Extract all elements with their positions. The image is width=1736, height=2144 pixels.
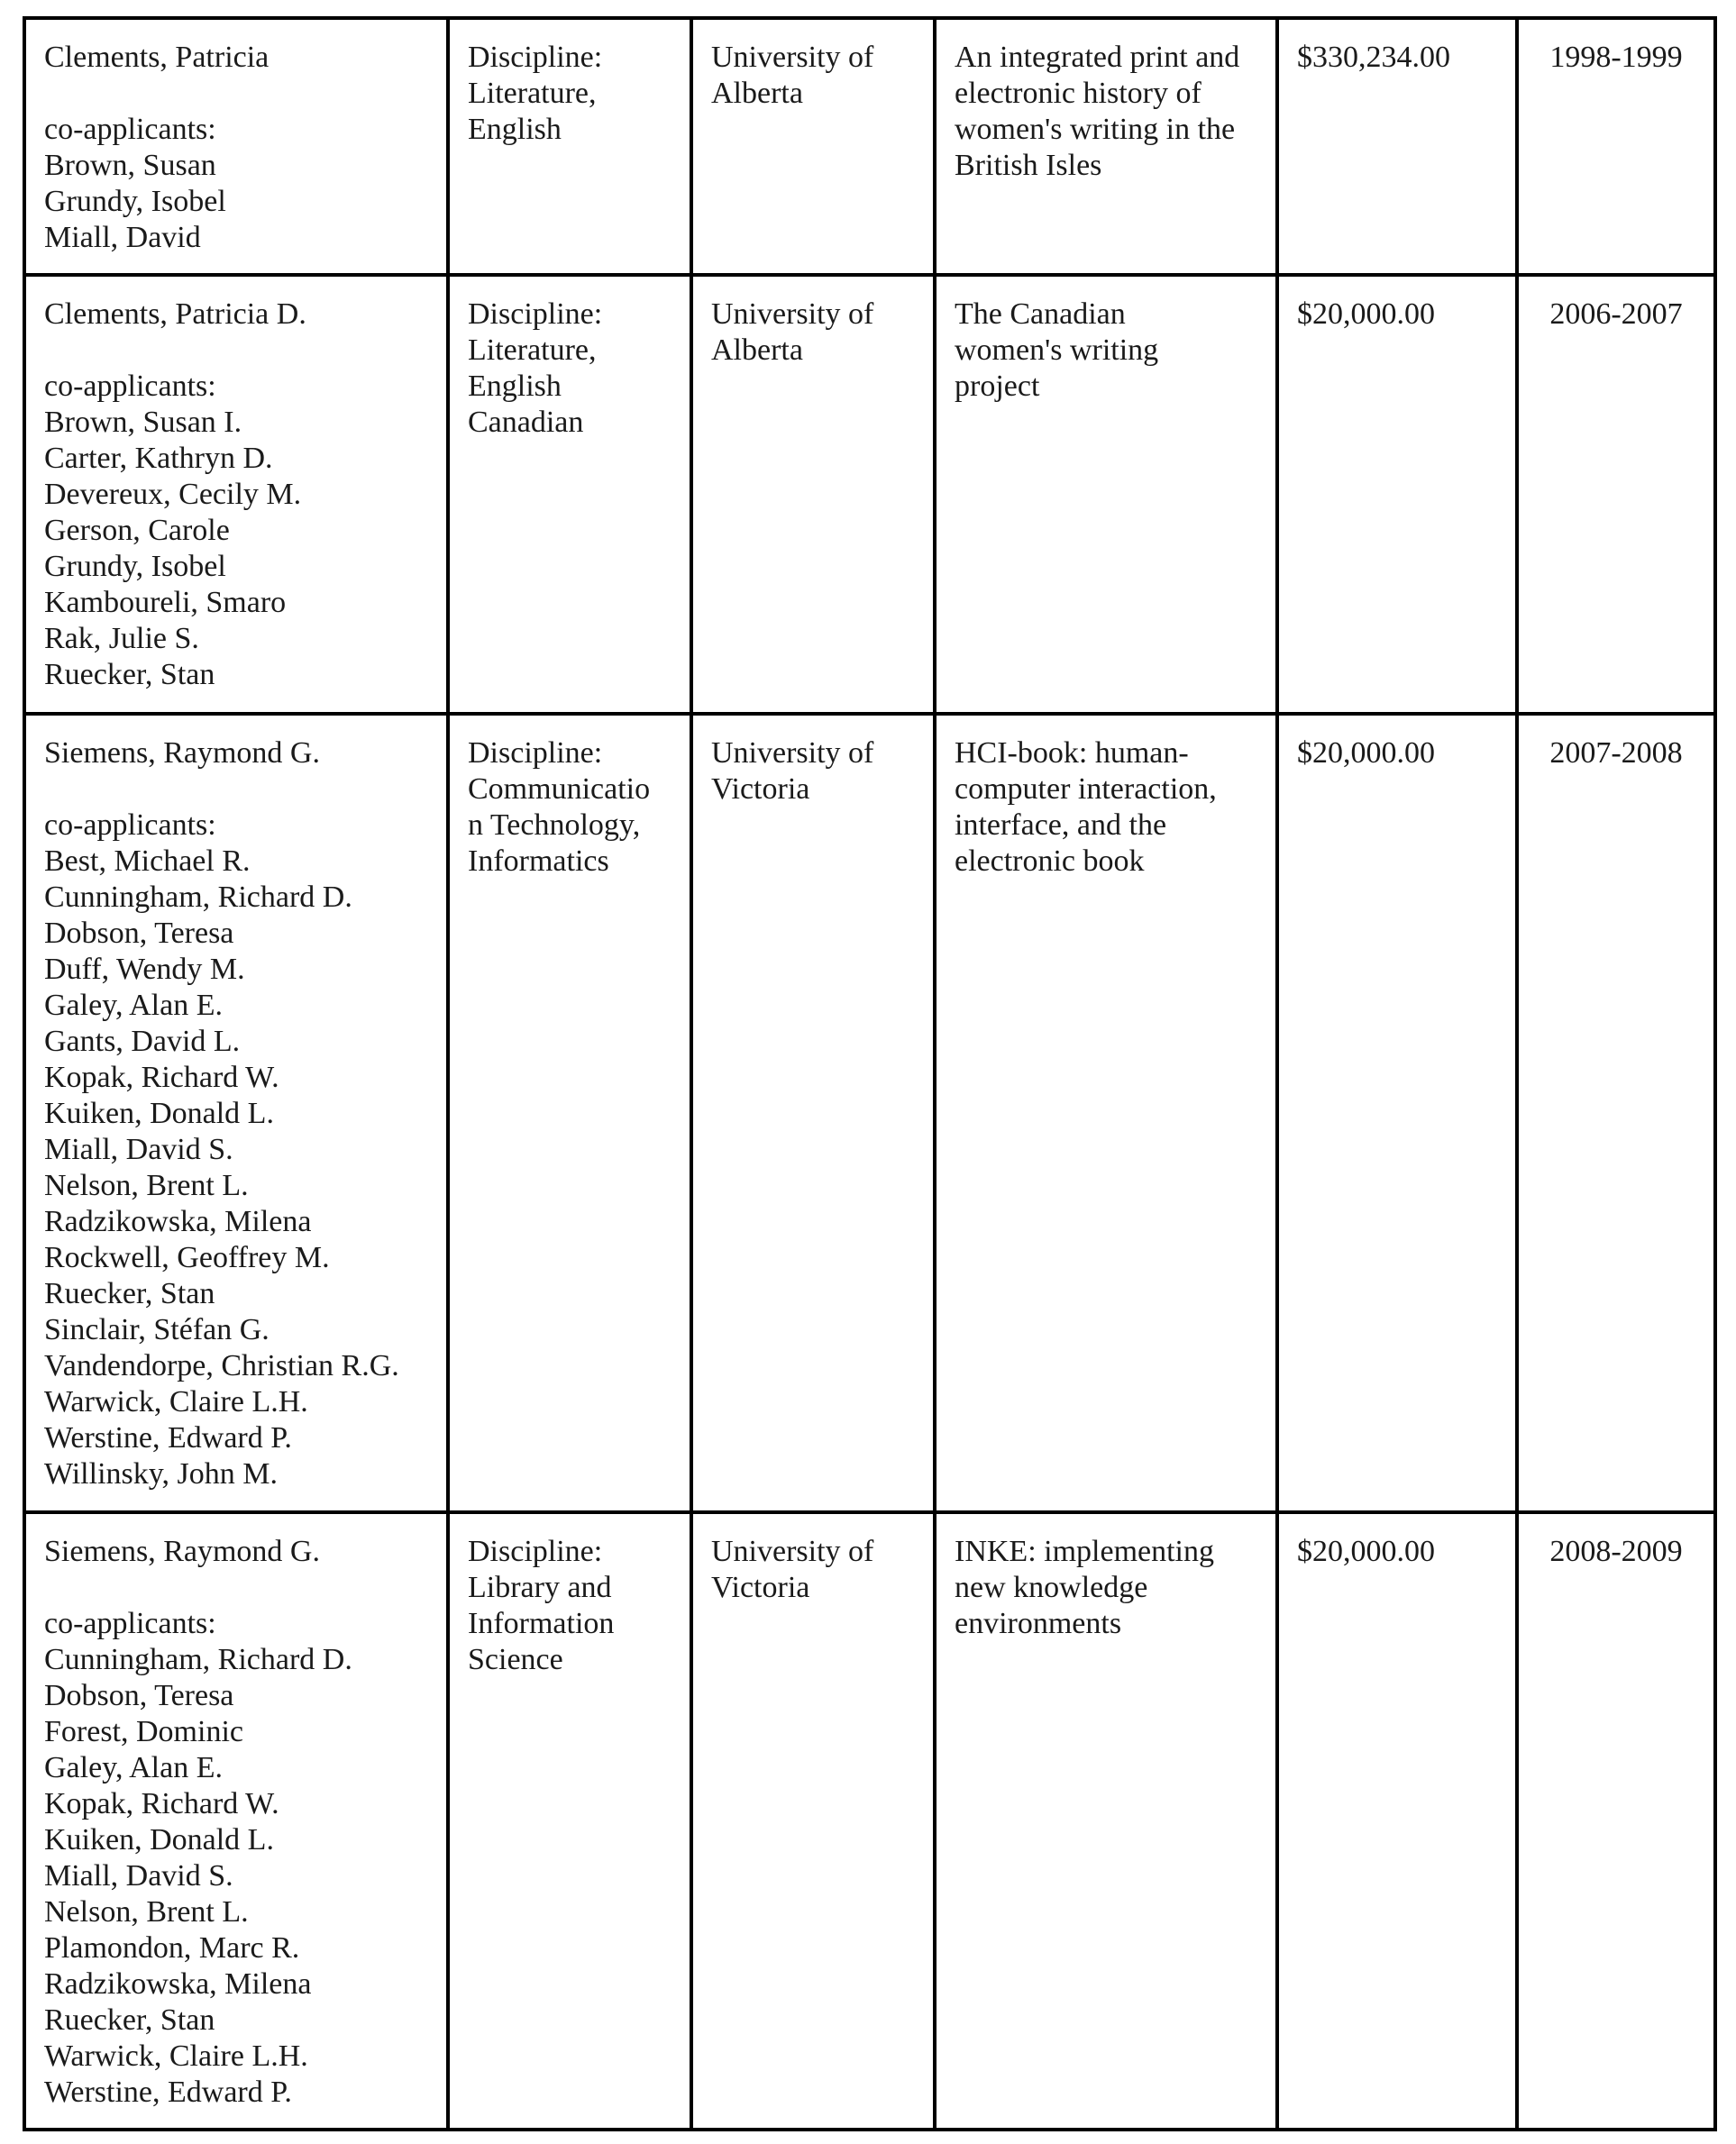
year-cell [1517, 18, 1715, 275]
amount-text: $20,000.00 [1297, 1535, 1435, 1568]
co-applicant-name: Kopak, Richard W. [44, 1061, 279, 1094]
co-applicant-name: Brown, Susan [44, 149, 216, 182]
co-applicant-name: Radzikowska, Milena [44, 1205, 312, 1238]
grants-table-body [24, 18, 1715, 2130]
co-applicant-name: Radzikowska, Milena [44, 1967, 312, 2001]
co-applicant-name: Ruecker, Stan [44, 2003, 215, 2037]
amount-cell [1277, 1512, 1517, 2130]
co-applicant-name: Devereux, Cecily M. [44, 478, 302, 511]
co-applicant-name: Miall, David S. [44, 1133, 233, 1166]
year-text: 1998-1999 [1549, 41, 1683, 74]
co-applicant-name: Forest, Dominic [44, 1715, 243, 1748]
co-applicant-name: Grundy, Isobel [44, 185, 226, 218]
year-text: 2007-2008 [1549, 736, 1683, 770]
co-applicants-label: co-applicants: [44, 1607, 216, 1640]
co-applicants-label: co-applicants: [44, 808, 216, 842]
year-text: 2008-2009 [1549, 1535, 1683, 1568]
co-applicant-name: Dobson, Teresa [44, 1679, 234, 1712]
institution-cell [691, 18, 935, 275]
table-row [24, 18, 1715, 275]
discipline-cell [448, 275, 691, 714]
institution-text: University of Victoria [711, 1535, 874, 1604]
co-applicant-name: Sinclair, Stéfan G. [44, 1313, 270, 1346]
co-applicant-name: Rak, Julie S. [44, 622, 199, 655]
year-cell [1517, 1512, 1715, 2130]
co-applicant-name: Warwick, Claire L.H. [44, 1385, 308, 1419]
co-applicant-name: Kuiken, Donald L. [44, 1097, 274, 1130]
project-title-text: HCI-book: human- computer interaction, interface, and the electronic book [955, 736, 1217, 878]
co-applicant-name: Kopak, Richard W. [44, 1787, 279, 1820]
co-applicant-list [44, 148, 428, 256]
table-row [24, 275, 1715, 714]
year-cell [1517, 275, 1715, 714]
project-title-cell [935, 18, 1277, 275]
co-applicants-label: co-applicants: [44, 113, 216, 146]
project-title-cell [935, 714, 1277, 1512]
discipline-cell [448, 1512, 691, 2130]
co-applicant-name: Miall, David [44, 221, 201, 254]
co-applicant-name: Miall, David S. [44, 1859, 233, 1893]
co-applicant-list [44, 405, 428, 693]
year-text: 2006-2007 [1549, 297, 1683, 331]
co-applicant-name: Ruecker, Stan [44, 1277, 215, 1310]
discipline-cell [448, 18, 691, 275]
discipline-text: Discipline: Library and Information Science [468, 1535, 615, 1676]
co-applicant-list [44, 844, 428, 1492]
co-applicant-name: Plamondon, Marc R. [44, 1931, 300, 1965]
co-applicant-name: Galey, Alan E. [44, 989, 223, 1022]
co-applicant-name: Gants, David L. [44, 1025, 241, 1058]
project-title-text: An integrated print and electronic history of women's writing in the British Isles [955, 41, 1240, 182]
institution-cell [691, 714, 935, 1512]
project-title-text: The Canadian women's writing project [955, 297, 1159, 403]
co-applicant-name: Gerson, Carole [44, 514, 230, 547]
institution-text: University of Alberta [711, 41, 874, 110]
table-row [24, 714, 1715, 1512]
co-applicant-name: Ruecker, Stan [44, 658, 215, 691]
principal-applicant: Siemens, Raymond G. [44, 736, 320, 770]
principal-applicant: Clements, Patricia D. [44, 297, 306, 331]
co-applicant-name: Rockwell, Geoffrey M. [44, 1241, 330, 1274]
co-applicant-name: Carter, Kathryn D. [44, 442, 273, 475]
grants-table [23, 16, 1717, 2131]
principal-applicant: Siemens, Raymond G. [44, 1535, 320, 1568]
amount-text: $20,000.00 [1297, 736, 1435, 770]
applicants-cell [24, 275, 448, 714]
amount-cell [1277, 18, 1517, 275]
co-applicant-name: Nelson, Brent L. [44, 1895, 249, 1929]
co-applicant-list [44, 1642, 428, 2111]
co-applicant-name: Werstine, Edward P. [44, 1421, 292, 1455]
co-applicant-name: Dobson, Teresa [44, 917, 234, 950]
applicants-cell [24, 1512, 448, 2130]
institution-cell [691, 275, 935, 714]
institution-cell [691, 1512, 935, 2130]
amount-cell [1277, 275, 1517, 714]
co-applicant-name: Cunningham, Richard D. [44, 880, 352, 914]
institution-text: University of Victoria [711, 736, 874, 806]
discipline-text: Discipline: Communicatio n Technology, Informatics [468, 736, 651, 878]
co-applicants-label: co-applicants: [44, 369, 216, 403]
table-row [24, 1512, 1715, 2130]
amount-text: $330,234.00 [1297, 41, 1450, 74]
discipline-text: Discipline: Literature, English Canadian [468, 297, 603, 439]
co-applicant-name: Grundy, Isobel [44, 550, 226, 583]
co-applicant-name: Willinsky, John M. [44, 1457, 279, 1491]
co-applicant-name: Brown, Susan I. [44, 406, 242, 439]
co-applicant-name: Werstine, Edward P. [44, 2076, 292, 2109]
amount-text: $20,000.00 [1297, 297, 1435, 331]
co-applicant-name: Warwick, Claire L.H. [44, 2039, 308, 2073]
co-applicant-name: Nelson, Brent L. [44, 1169, 249, 1202]
co-applicant-name: Duff, Wendy M. [44, 953, 245, 986]
co-applicant-name: Galey, Alan E. [44, 1751, 223, 1784]
co-applicant-name: Vandendorpe, Christian R.G. [44, 1349, 399, 1382]
project-title-cell [935, 275, 1277, 714]
discipline-text: Discipline: Literature, English [468, 41, 603, 146]
year-cell [1517, 714, 1715, 1512]
principal-applicant: Clements, Patricia [44, 41, 270, 74]
amount-cell [1277, 714, 1517, 1512]
co-applicant-name: Best, Michael R. [44, 844, 251, 878]
co-applicant-name: Cunningham, Richard D. [44, 1643, 352, 1676]
applicants-cell [24, 18, 448, 275]
project-title-text: INKE: implementing new knowledge environments [955, 1535, 1215, 1640]
institution-text: University of Alberta [711, 297, 874, 367]
discipline-cell [448, 714, 691, 1512]
applicants-cell [24, 714, 448, 1512]
co-applicant-name: Kuiken, Donald L. [44, 1823, 274, 1857]
project-title-cell [935, 1512, 1277, 2130]
co-applicant-name: Kamboureli, Smaro [44, 586, 287, 619]
